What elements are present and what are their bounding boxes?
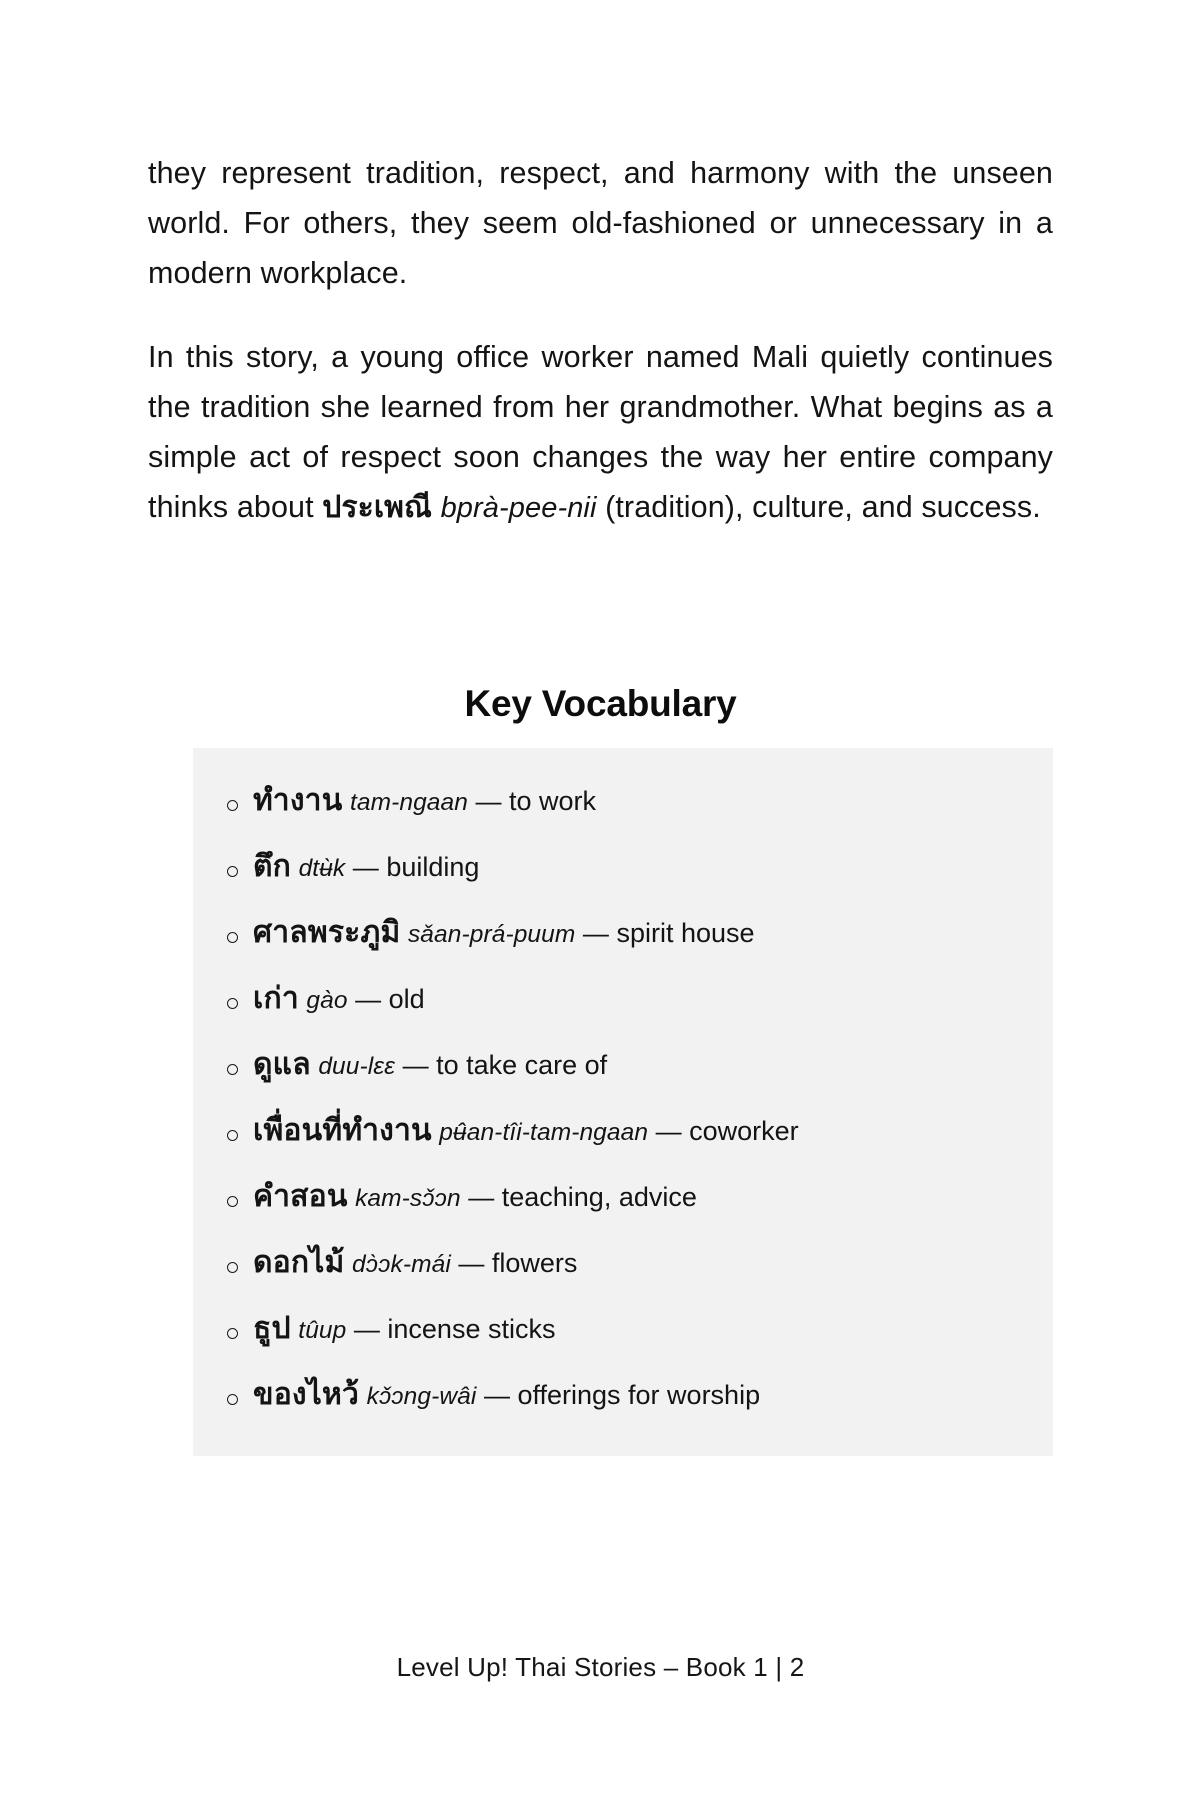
list-item bbox=[193, 1034, 1053, 1100]
list-item bbox=[193, 1232, 1053, 1298]
vocab-transliteration: dɔ̀ɔk-mái bbox=[352, 1251, 451, 1278]
list-item bbox=[193, 1364, 1053, 1430]
bullet-circle-icon bbox=[211, 774, 253, 836]
vocab-thai: ของไหว้ bbox=[253, 1378, 360, 1411]
vocab-transliteration: pʉ̂an-tîi-tam-ngaan bbox=[439, 1119, 649, 1146]
bullet-circle-icon bbox=[211, 906, 253, 968]
body-content bbox=[148, 148, 1053, 533]
list-item bbox=[193, 1100, 1053, 1166]
vocab-thai: ศาลพระภูมิ bbox=[253, 916, 401, 949]
vocab-gloss: teaching, advice bbox=[501, 1182, 697, 1212]
vocab-transliteration: duu-lɛɛ bbox=[318, 1053, 396, 1080]
vocab-thai: เก่า bbox=[253, 982, 299, 1015]
vocab-gloss: coworker bbox=[689, 1116, 799, 1146]
vocab-gloss: offerings for worship bbox=[517, 1380, 761, 1410]
vocab-dash: — bbox=[475, 786, 502, 816]
list-item bbox=[193, 902, 1053, 968]
paragraph-2-part-2: (tradition), culture, and success. bbox=[596, 490, 1041, 524]
bullet-circle-icon bbox=[211, 1038, 253, 1100]
vocab-transliteration: tam-ngaan bbox=[349, 789, 468, 816]
paragraph-1: they represent tradition, respect, and harmony with the unseen world. For others, they seem old-fashioned or unnecessary in a modern workplace. bbox=[148, 156, 1053, 290]
vocab-gloss: to take care of bbox=[436, 1050, 608, 1080]
page-footer: Level Up! Thai Stories – Book 1 | 2 bbox=[396, 1652, 805, 1682]
vocab-transliteration: dtʉ̀k bbox=[298, 855, 346, 882]
transliteration-bprapeenii: bprà-pee-nii bbox=[440, 492, 597, 524]
vocab-transliteration: tûup bbox=[298, 1317, 347, 1344]
vocab-transliteration: gào bbox=[306, 987, 348, 1014]
vocab-dash: — bbox=[655, 1116, 682, 1146]
bullet-circle-icon bbox=[211, 1368, 253, 1430]
vocab-thai: คำสอน bbox=[253, 1180, 348, 1213]
vocab-thai: ตึก bbox=[253, 850, 292, 883]
thai-term-bprapeenii: ประเพณี bbox=[322, 491, 432, 524]
vocab-transliteration: kam-sɔ̌ɔn bbox=[355, 1185, 461, 1212]
bullet-circle-icon bbox=[211, 1104, 253, 1166]
vocab-dash: — bbox=[353, 1314, 380, 1344]
bullet-circle-icon bbox=[211, 840, 253, 902]
vocab-transliteration: kɔ̌ɔng-wâi bbox=[366, 1383, 477, 1410]
vocab-transliteration: sǎan-prá-puum bbox=[407, 921, 576, 948]
bullet-circle-icon bbox=[211, 1236, 253, 1298]
vocab-thai: ทำงาน bbox=[253, 784, 343, 817]
paragraph-2-part-1: In this story, a young office worker named Mali quietly continues the tradition she learned from her grandmother. What begins as a simple act of respect soon changes the way her entire company thinks about bbox=[148, 340, 1053, 524]
vocab-thai: ดอกไม้ bbox=[253, 1246, 345, 1279]
vocab-dash: — bbox=[582, 918, 609, 948]
vocabulary-list bbox=[193, 748, 1053, 1456]
vocab-gloss: to work bbox=[509, 786, 597, 816]
vocab-dash: — bbox=[483, 1380, 510, 1410]
bullet-circle-icon bbox=[211, 1302, 253, 1364]
vocab-dash: — bbox=[355, 984, 382, 1014]
vocab-dash: — bbox=[468, 1182, 495, 1212]
bullet-circle-icon bbox=[211, 972, 253, 1034]
vocab-gloss: incense sticks bbox=[387, 1314, 556, 1344]
vocab-thai: ธูป bbox=[253, 1312, 291, 1345]
list-item bbox=[193, 1166, 1053, 1232]
list-item bbox=[193, 770, 1053, 836]
list-item bbox=[193, 1298, 1053, 1364]
paragraph-2 bbox=[148, 332, 1053, 533]
vocab-thai: ดูแล bbox=[253, 1048, 311, 1081]
vocab-gloss: spirit house bbox=[616, 918, 755, 948]
list-item bbox=[193, 968, 1053, 1034]
vocab-gloss: old bbox=[388, 984, 425, 1014]
vocab-thai: เพื่อนที่ทำงาน bbox=[253, 1114, 432, 1147]
vocab-dash: — bbox=[458, 1248, 485, 1278]
vocab-dash: — bbox=[402, 1050, 429, 1080]
key-vocabulary-heading: Key Vocabulary bbox=[464, 683, 737, 724]
bullet-circle-icon bbox=[211, 1170, 253, 1232]
vocab-gloss: flowers bbox=[491, 1248, 578, 1278]
list-item bbox=[193, 836, 1053, 902]
vocab-gloss: building bbox=[386, 852, 480, 882]
vocab-dash: — bbox=[352, 852, 379, 882]
